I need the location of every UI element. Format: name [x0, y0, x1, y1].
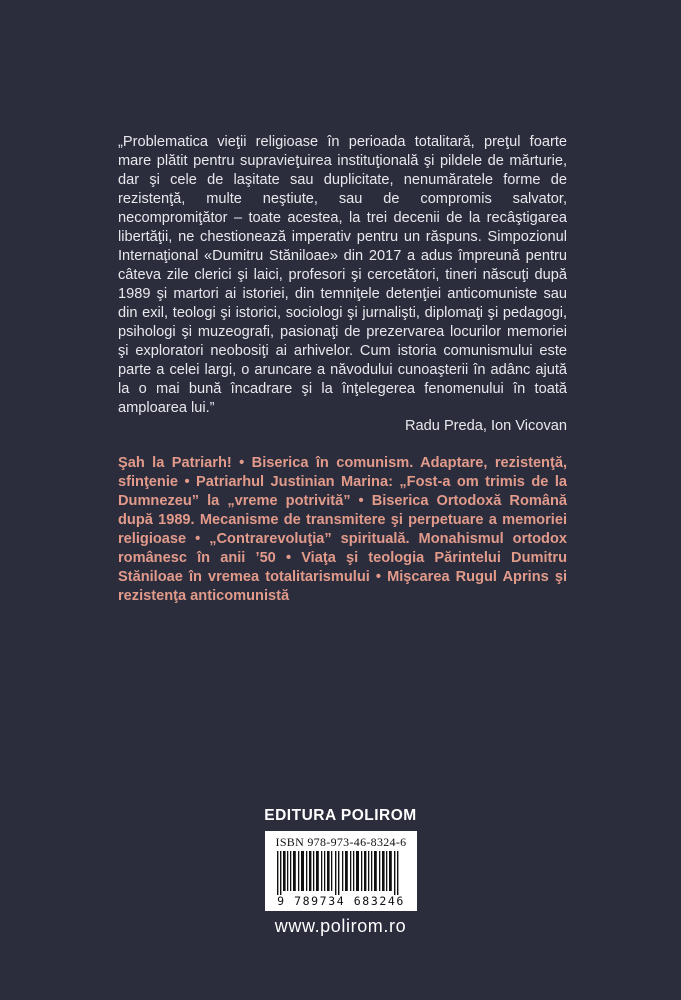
barcode-icon — [271, 851, 411, 895]
barcode-digits: 9 789734 683246 — [277, 894, 405, 908]
publisher-name: EDITURA POLIROM — [264, 807, 417, 824]
barcode-label — [265, 831, 417, 911]
back-cover-quote: „Problematica vieţii religioase în perioada totalitară, preţul foarte mare plătit pentru supravieţuirea instituţională şi pildele de mărturie, dar şi cele de laşitate sau duplicitate, nenumăratele forme de rezistenţă, multe neştiute, sau de compromis salvator, necompromiţător – toate acestea, la trei decenii de la recâştigarea libertăţii, ne chestionează imperativ pentru un răspuns. Simpozionul Internaţional «Dumitru Stăniloae» din 2017 a adus împreună pentru câteva zile clerici şi laici, profesori şi cercetători, tineri născuţi după 1989 şi martori ai istoriei, din temniţele detenţiei anticomuniste sau din exil, teologi şi istorici, sociologi şi jurnalişti, diplomaţi şi pedagogi, psihologi şi muzeografi, pasionaţi de prezervarea locurilor memoriei şi exploratori neobosiţi ai arhivelor. Cum istoria comunismului este parte a celei largi, o aruncare a năvodului cunoaşterii în adânc ajută la o mai bună încadrare şi la înţelegerea fenomenului în toată amploarea lui.” — [118, 134, 567, 416]
quote-authors: Radu Preda, Ion Vicovan — [405, 418, 567, 434]
publisher-website: www.polirom.ro — [274, 916, 407, 936]
isbn-number: ISBN 978-973-46-8324-6 — [275, 835, 407, 849]
book-topics: Şah la Patriarh! • Biserica în comunism. Adaptare, rezistenţă, sfinţenie • Patriarhul Justinian Marina: „Fost-a om trimis de la Dumnezeu” la „vreme potrivită” • Biserica Ortodoxă Română după 1989. Mecanisme de transmitere şi perpetuare a memoriei religioase • „Contrarevoluţia” spirituală. Monahismul ortodox românesc în anii ’50 • Viaţa şi teologia Părintelui Dumitru Stăniloae în vremea totalitarismului • Mişcarea Rugul Aprins şi rezistenţa anticomunistă — [118, 455, 567, 604]
